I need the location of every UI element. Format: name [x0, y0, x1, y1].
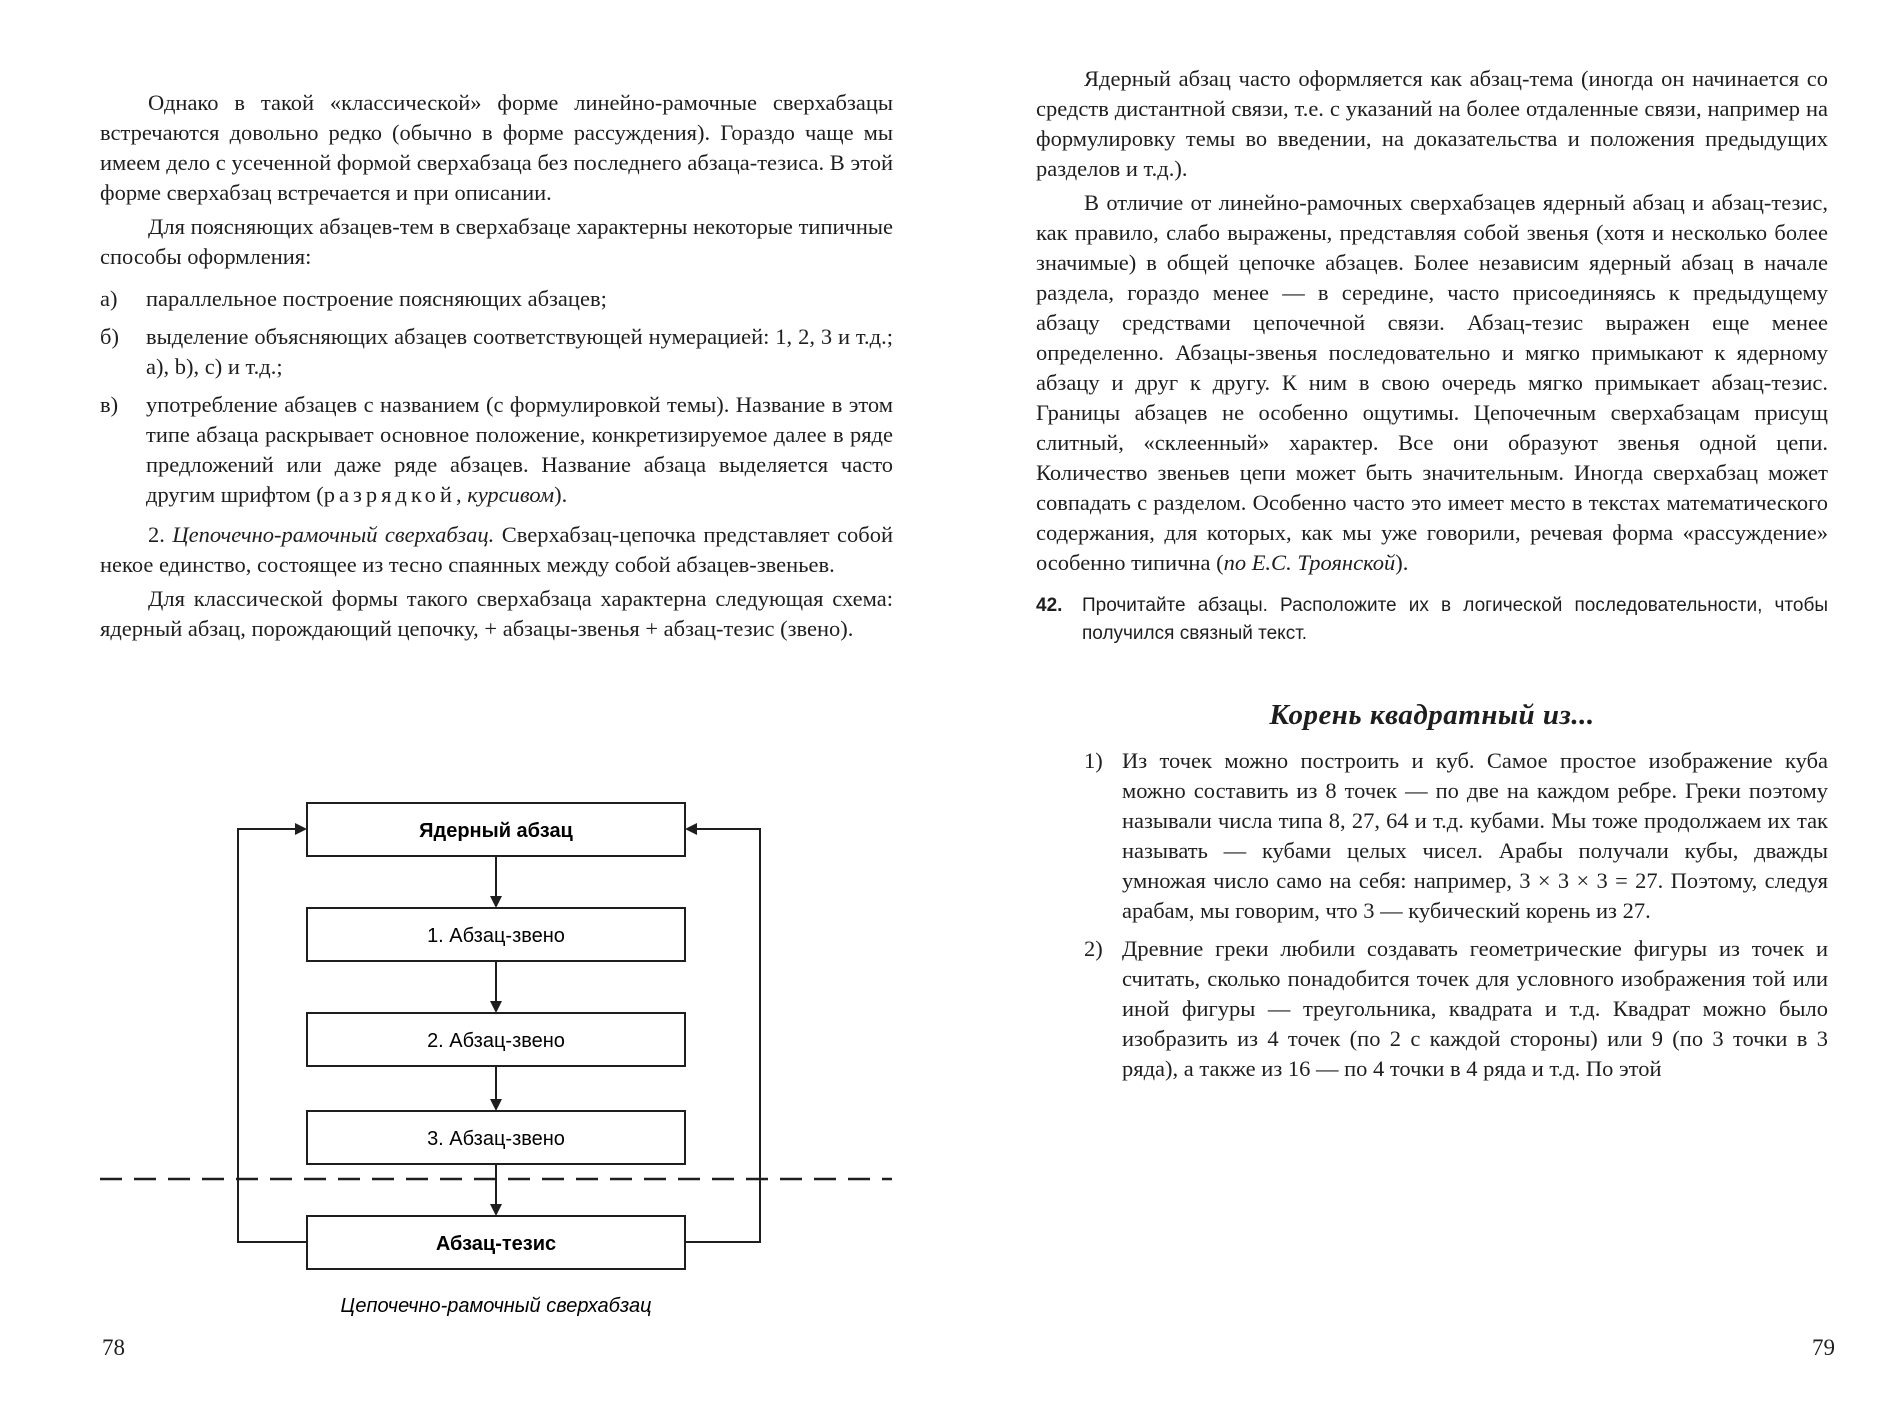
- scheme-paragraph: Для классической формы такого сверхабзаца характерна следующая схема: ядерный абзац, порождающий цепочку, + абзацы-звенья + абзац-тезис (звено).: [100, 586, 893, 641]
- list-item: [100, 284, 893, 314]
- citation-author: по Е.С. Троянской: [1223, 550, 1396, 575]
- list-marker: 2): [1084, 936, 1103, 961]
- chain-frame-diagram: [95, 795, 905, 1335]
- list-item-text: Из точек можно построить и куб. Самое простое изображение куба можно составить из 8 точек — по две на каждом ребре. Греки поэтому называли числа типа 8, 27, 64 и т.д. кубами. Мы тоже продолжаем их так называть — кубами целых чисел. Арабы получали кубы, дважды умножая число само на себя: например, 3 × 3 × 3 = 27. Поэтому, следуя арабам, мы говорим, что 3 — кубический корень из 27.: [1122, 748, 1828, 923]
- italic-term: Цепочечно-рамочный сверхабзац.: [172, 522, 495, 547]
- list-item: [100, 390, 893, 510]
- section-heading: Корень квадратный из...: [1269, 699, 1595, 731]
- list-marker: б): [100, 324, 119, 349]
- bottom-box-label: Абзац-тезис: [435, 1233, 557, 1255]
- formatting-methods-list: [100, 284, 893, 510]
- task-text: Прочитайте абзацы. Расположите их в логической последовательности, чтобы получился связный текст.: [1082, 595, 1828, 644]
- diagram-caption: Цепочечно-рамочный сверхабзац: [340, 1295, 652, 1317]
- list-item: [100, 322, 893, 382]
- right-text-column: [1036, 64, 1828, 1092]
- list-item: [1036, 746, 1828, 926]
- diagram-svg: [95, 795, 905, 1335]
- list-marker: 1): [1084, 748, 1103, 773]
- paragraph: Для поясняющих абзацев-тем в сверхабзаце характерны некоторые типичные способы оформления:: [100, 214, 893, 269]
- paragraph-with-citation: [1036, 188, 1828, 578]
- list-item-text: выделение объясняющих абзацев соответствующей нумерацией: 1, 2, 3 и т.д.; а), b), с) и т.д.;: [146, 324, 893, 379]
- spaced-word: разрядкой: [323, 482, 456, 507]
- page-number-left: 78: [102, 1335, 125, 1360]
- page-number-right: 79: [1812, 1335, 1835, 1360]
- left-page: [0, 0, 950, 1416]
- left-text-column: [100, 88, 893, 644]
- paragraph-text: Сверхабзац-цепочка представляет собой некое единство, состоящее из тесно спаянных между собой абзацев-звеньев.: [100, 522, 894, 577]
- chain-paragraph: [100, 520, 893, 580]
- numbered-paragraph-list: [1036, 746, 1828, 1084]
- task-instruction: [1036, 592, 1828, 648]
- paragraph-number: 2.: [148, 522, 165, 547]
- link-box-2-label: 2. Абзац-звено: [427, 1030, 565, 1052]
- top-box-label: Ядерный абзац: [419, 820, 573, 842]
- paragraph: Однако в такой «классической» форме линейно-рамочные сверхабзацы встречаются довольно редко (обычно в форме рассуждения). Гораздо чаще мы имеем дело с усеченной формой сверхабзаца без последнего абзаца-тезиса. В этой форме сверхабзац встречается и при описании.: [100, 90, 893, 205]
- list-marker: в): [100, 392, 119, 417]
- list-item-text: параллельное построение поясняющих абзацев;: [146, 286, 607, 311]
- link-box-1-label: 1. Абзац-звено: [427, 925, 565, 947]
- list-item-text: употребление абзацев с названием (с формулировкой темы). Название в этом типе абзаца раскрывает основное положение, конкретизируемое далее в ряде предложений или даже ряде абзацев. Название абзаца выделяется часто другим шрифтом (: [146, 392, 893, 507]
- right-page: [950, 0, 1901, 1416]
- list-item-end: ).: [554, 482, 568, 507]
- list-item: [1036, 934, 1828, 1084]
- citation-end: ).: [1395, 550, 1409, 575]
- paragraph-text: В отличие от линейно-рамочных сверхабзацев ядерный абзац и абзац-тезис, как правило, слабо выражены, представляя собой звенья (хотя и несколько более значимые) в общей цепочке абзацев. Более независим ядерный абзац в начале раздела, гораздо менее — в середине, часто присоединяясь к предыдущему абзацу средствами цепочечной связи. Абзац-тезис выражен еще менее определенно. Абзацы-звенья последовательно и мягко примыкают к ядерному абзацу и друг к другу. К ним в свою очередь мягко примыкает абзац-тезис. Границы абзацев не особенно ощутимы. Цепочечным сверхабзацам присущ слитный, «склеенный» характер. Все они образуют звенья одной цепи. Количество звеньев цепи может быть значительным. Иногда сверхабзац может совпадать с разделом. Особенно часто это имеет место в текстах математического содержания, для которых, как мы уже говорили, речевая форма «рассуждение» особенно типична (: [1036, 190, 1828, 575]
- list-item-text: Древние греки любили создавать геометрические фигуры из точек и считать, сколько понадобится точек для условного изображения той или иной фигуры — треугольника, квадрата и т.д. Квадрат можно было изобразить из 4 точек (по 2 с каждой стороны) или 9 (по 3 точки в 3 ряда), а также из 16 — по 4 точки в 4 ряда и т.д. По этой: [1122, 936, 1828, 1081]
- separator-text: ,: [455, 482, 468, 507]
- italic-word: курсивом: [467, 482, 555, 507]
- list-marker: а): [100, 286, 118, 311]
- paragraph: Ядерный абзац часто оформляется как абзац-тема (иногда он начинается со средств дистантной связи, т.е. с указаний на более отдаленные связи, например на формулировку темы во введении, на доказательства и положения предыдущих разделов и т.д.).: [1036, 66, 1828, 181]
- task-number: 42.: [1036, 595, 1063, 616]
- link-box-3-label: 3. Абзац-звено: [427, 1128, 565, 1150]
